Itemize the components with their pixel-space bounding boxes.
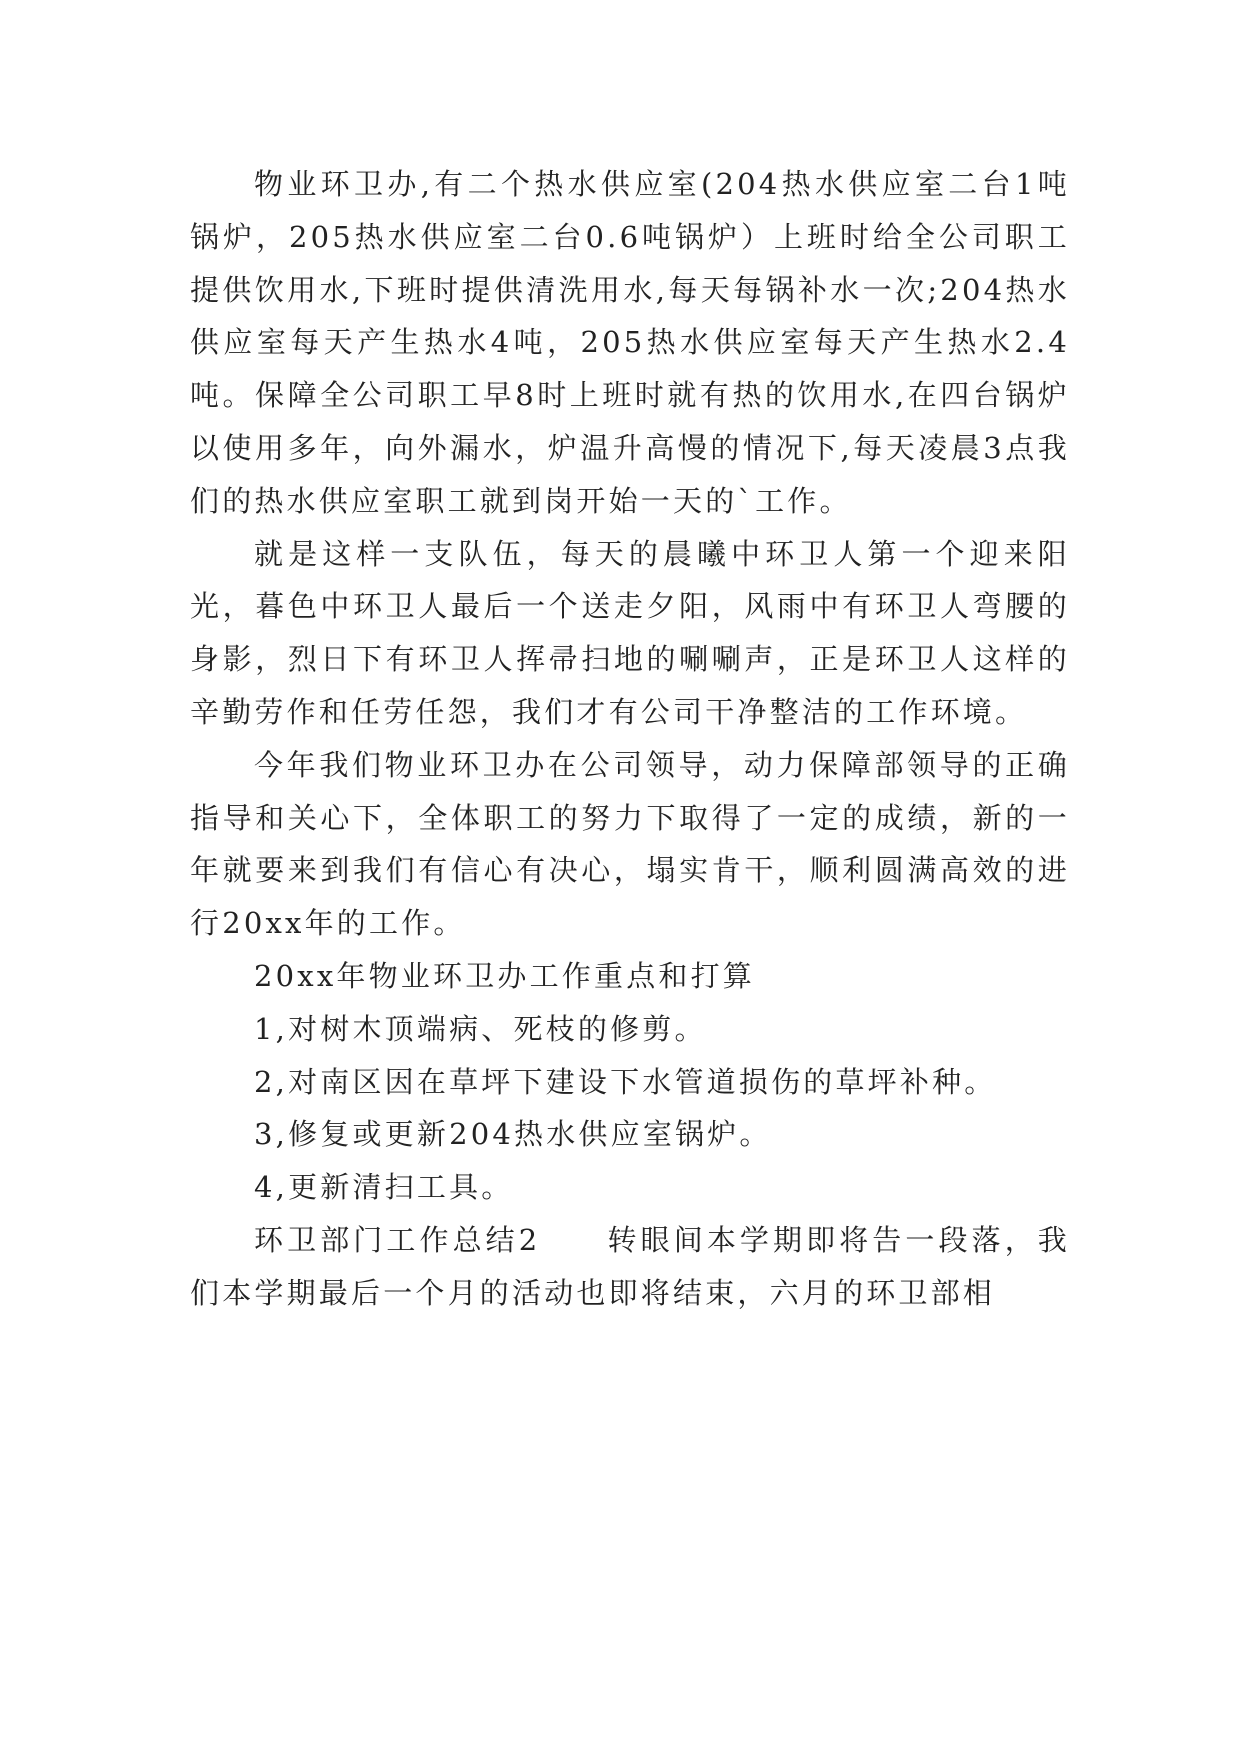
plan-item-2: 2,对南区因在草坪下建设下水管道损伤的草坪补种。 xyxy=(254,1064,997,1099)
plan-item-1: 1,对树木顶端病、死枝的修剪。 xyxy=(254,1011,707,1046)
document-body xyxy=(190,158,1070,1320)
paragraph-summary-2-start: 环卫部门工作总结2 转眼间本学期即将告一段落，我们本学期最后一个月的活动也即将结束，六月的环卫部相 xyxy=(190,1222,1070,1310)
plan-item-3: 3,修复或更新204热水供应室锅炉。 xyxy=(254,1117,772,1152)
paragraph-plan-heading: 20xx年物业环卫办工作重点和打算 xyxy=(254,958,756,993)
paragraph-sanitation-team: 就是这样一支队伍，每天的晨曦中环卫人第一个迎来阳光，暮色中环卫人最后一个送走夕阳，风雨中有环卫人弯腰的身影，烈日下有环卫人挥帚扫地的唰唰声，正是环卫人这样的辛勤劳作和任劳任怨，我们才有公司干净整洁的工作环境。 xyxy=(190,536,1070,729)
paragraph-year-achievements: 今年我们物业环卫办在公司领导，动力保障部领导的正确指导和关心下，全体职工的努力下取得了一定的成绩，新的一年就要来到我们有信心有决心，塌实肯干，顺利圆满高效的进行20xx年的工作。 xyxy=(190,747,1070,941)
paragraph-heating-water-supply: 物业环卫办,有二个热水供应室(204热水供应室二台1吨锅炉，205热水供应室二台0.6吨锅炉）上班时给全公司职工提供饮用水,下班时提供清洗用水,每天每锅补水一次;204热水供应室每天产生热水4吨，205热水供应室每天产生热水2.4吨。保障全公司职工早8时上班时就有热的饮用水,在四台锅炉以使用多年，向外漏水，炉温升高慢的情况下,每天凌晨3点我们的热水供应室职工就到岗开始一天的`工作。 xyxy=(190,167,1070,518)
plan-item-4: 4,更新清扫工具。 xyxy=(254,1170,514,1205)
